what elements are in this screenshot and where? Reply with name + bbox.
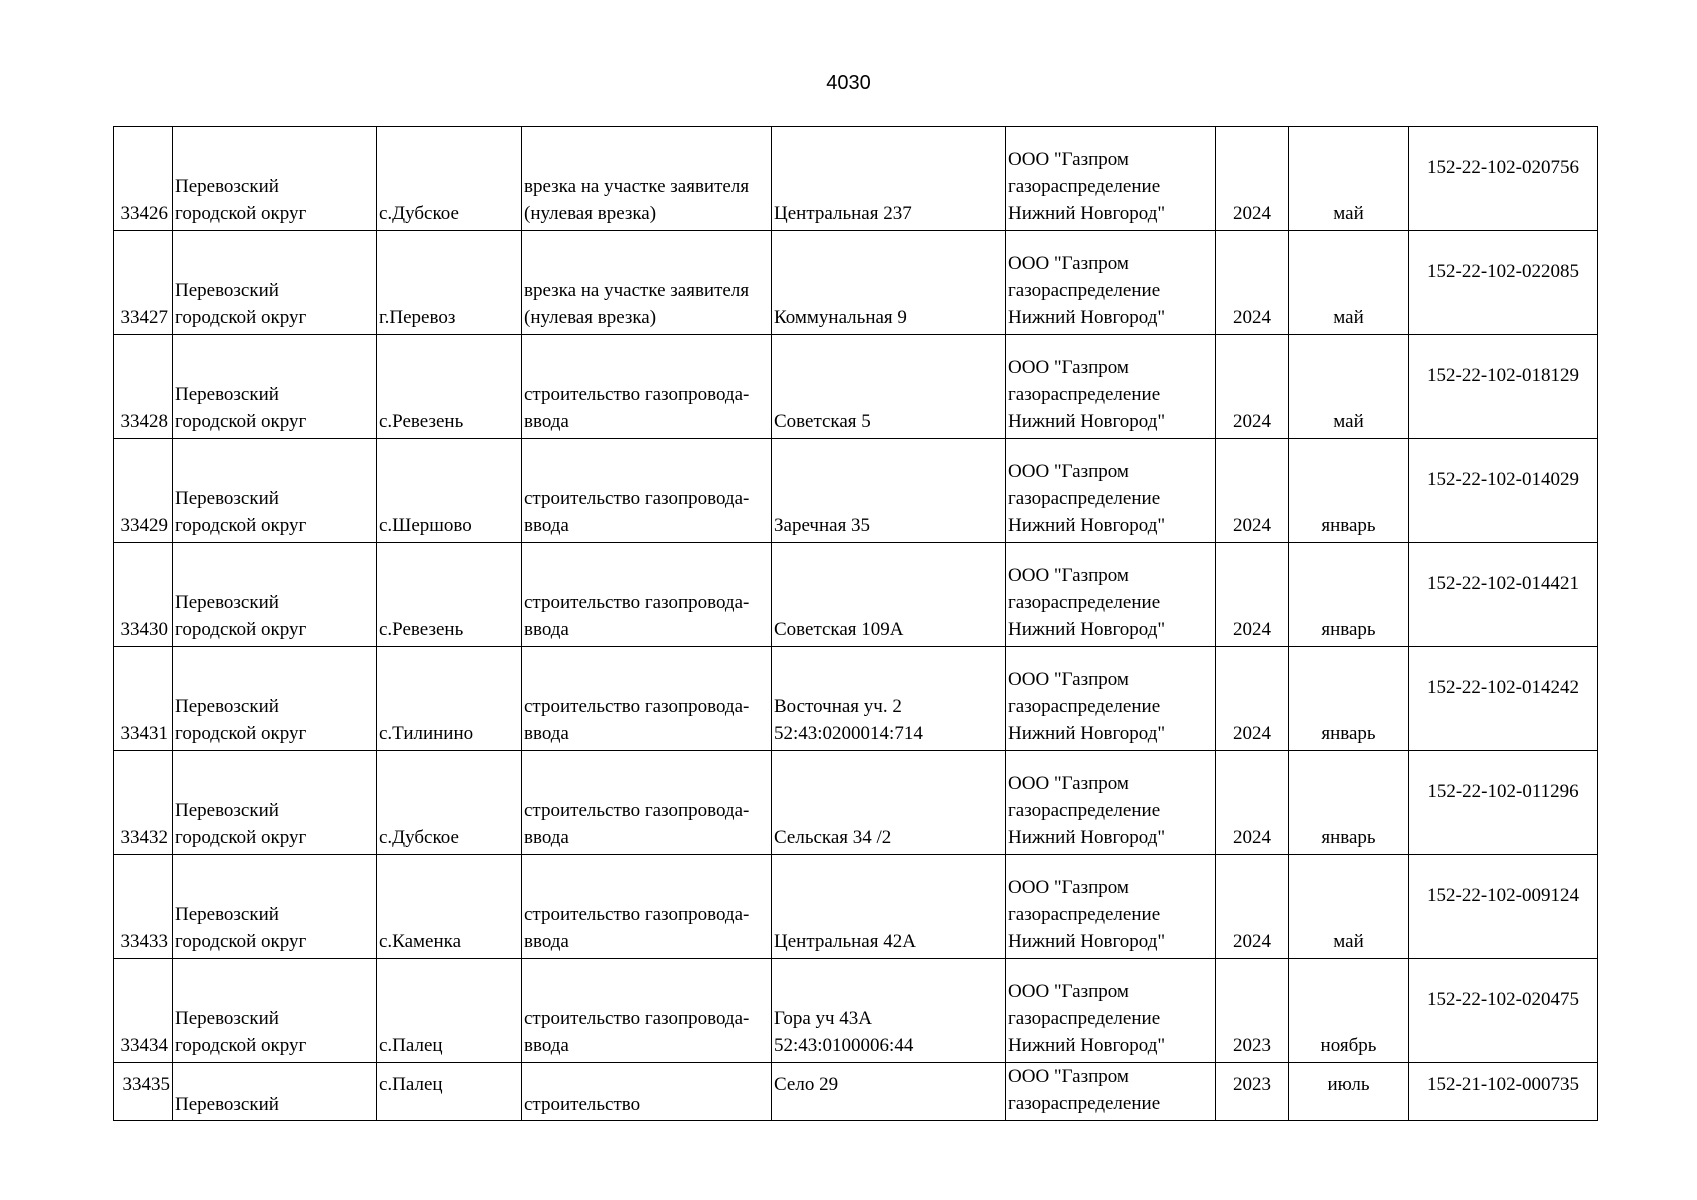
org-line: газораспределение [1008,176,1161,197]
row-number: 33429 [120,515,168,536]
cell-district [173,751,377,855]
org-line: ООО "Газпром [1008,773,1129,794]
table-row [114,855,1598,959]
cell-code: 152-22-102-022085 [1409,231,1598,335]
cell-org [1006,751,1216,855]
year: 2023 [1233,1035,1271,1056]
district-line: городской округ [175,411,307,432]
district-line: городской округ [175,203,307,224]
month: ноябрь [1320,1035,1377,1056]
org-line: газораспределение [1008,1093,1161,1114]
cell-code: 152-22-102-009124 [1409,855,1598,959]
org-line: Нижний Новгород" [1008,723,1166,744]
cell-district [173,439,377,543]
district-line: Перевозский [175,696,279,717]
work-line: ввода [524,411,569,432]
district-line: Перевозский [175,488,279,509]
work-line: строительство газопровода- [524,592,750,613]
cell-district [173,959,377,1063]
district-line: городской округ [175,931,307,952]
settlement: с.Палец [379,1035,443,1056]
cell-settlement [377,127,522,231]
org-line: газораспределение [1008,904,1161,925]
org-line: ООО "Газпром [1008,357,1129,378]
district-line: Перевозский [175,384,279,405]
work-line: (нулевая врезка) [524,307,657,328]
year: 2024 [1233,411,1271,432]
address-line: Центральная 237 [774,203,912,224]
table-row [114,647,1598,751]
cell-month [1289,855,1409,959]
row-number: 33430 [120,619,168,640]
cell-num [114,335,173,439]
cell-org [1006,1063,1216,1121]
cell-work [522,335,772,439]
settlement: с.Шершово [379,515,472,536]
org-line: ООО "Газпром [1008,877,1129,898]
work-line: строительство газопровода- [524,904,750,925]
work-line: строительство газопровода- [524,800,750,821]
settlement: с.Дубское [379,203,459,224]
cell-year [1216,335,1289,439]
district-line: городской округ [175,619,307,640]
cell-work [522,959,772,1063]
work-line: ввода [524,1035,569,1056]
work-line: ввода [524,827,569,848]
cell-org [1006,127,1216,231]
cell-month [1289,751,1409,855]
address-line: Заречная 35 [774,515,871,536]
cell-district [173,855,377,959]
org-line: Нижний Новгород" [1008,619,1166,640]
year: 2024 [1233,827,1271,848]
data-table [113,126,1598,1121]
cell-address: Село 29 [772,1063,1006,1121]
year: 2024 [1233,307,1271,328]
cell-settlement: с.Палец [377,1063,522,1121]
org-line: Нижний Новгород" [1008,307,1166,328]
org-line: газораспределение [1008,696,1161,717]
cell-org [1006,439,1216,543]
district-line: городской округ [175,723,307,744]
cell-address [772,855,1006,959]
cell-work [522,127,772,231]
work-line: ввода [524,619,569,640]
address-line: Гора уч 43А [774,1008,873,1029]
cell-work [522,647,772,751]
month: май [1333,307,1364,328]
cell-district: Перевозский [173,1063,377,1121]
settlement: с.Тилинино [379,723,474,744]
cell-num [114,127,173,231]
address-line: Восточная уч. 2 [774,696,902,717]
district-line: Перевозский [175,800,279,821]
cell-address [772,127,1006,231]
year: 2024 [1233,203,1271,224]
cell-year [1216,855,1289,959]
cell-district [173,543,377,647]
work-line: ввода [524,723,569,744]
org-line: газораспределение [1008,592,1161,613]
table-row-last [114,1063,1598,1121]
row-number: 33433 [120,931,168,952]
org-line: газораспределение [1008,280,1161,301]
year: 2024 [1233,515,1271,536]
cell-org [1006,335,1216,439]
org-line: Нижний Новгород" [1008,411,1166,432]
year: 2024 [1233,723,1271,744]
month: январь [1321,515,1376,536]
work-line: строительство газопровода- [524,1008,750,1029]
month: май [1333,931,1364,952]
settlement: г.Перевоз [379,307,456,328]
cell-org [1006,855,1216,959]
cell-org [1006,647,1216,751]
district-line: Перевозский [175,176,279,197]
cell-code: 152-22-102-014242 [1409,647,1598,751]
org-line: ООО "Газпром [1008,565,1129,586]
month: май [1333,411,1364,432]
cell-year [1216,127,1289,231]
cell-code: 152-22-102-014029 [1409,439,1598,543]
cell-code: 152-22-102-011296 [1409,751,1598,855]
org-line: Нижний Новгород" [1008,827,1166,848]
address-line: Советская 5 [774,411,871,432]
row-number: 33432 [120,827,168,848]
cell-num: 33435 [114,1063,173,1121]
row-number: 33434 [120,1035,168,1056]
cell-org [1006,543,1216,647]
settlement: с.Дубское [379,827,459,848]
table-row [114,335,1598,439]
address-line: Сельская 34 /2 [774,827,892,848]
cell-address [772,751,1006,855]
org-line: газораспределение [1008,488,1161,509]
cell-district [173,127,377,231]
address-line: Советская 109А [774,619,904,640]
settlement: с.Ревезень [379,411,464,432]
cell-settlement [377,959,522,1063]
year: 2024 [1233,619,1271,640]
org-line: газораспределение [1008,800,1161,821]
address-line: 52:43:0100006:44 [774,1035,914,1056]
cell-code: 152-22-102-018129 [1409,335,1598,439]
table-row [114,751,1598,855]
month: май [1333,203,1364,224]
table-row [114,439,1598,543]
cell-num [114,855,173,959]
org-line: ООО "Газпром [1008,669,1129,690]
work-line: врезка на участке заявителя [524,280,750,301]
cell-settlement [377,647,522,751]
district-line: Перевозский [175,280,279,301]
cell-work: строительство [522,1063,772,1121]
work-line: строительство газопровода- [524,696,750,717]
cell-month [1289,231,1409,335]
cell-num [114,751,173,855]
table-row [114,959,1598,1063]
cell-num [114,543,173,647]
org-line: ООО "Газпром [1008,253,1129,274]
month: январь [1321,723,1376,744]
cell-month [1289,959,1409,1063]
district-line: Перевозский [175,592,279,613]
cell-address [772,335,1006,439]
table-row [114,231,1598,335]
cell-num [114,231,173,335]
cell-year [1216,543,1289,647]
cell-address [772,543,1006,647]
cell-year [1216,959,1289,1063]
cell-code: 152-22-102-020475 [1409,959,1598,1063]
district-line: городской округ [175,1035,307,1056]
address-line: 52:43:0200014:714 [774,723,923,744]
district-line: городской округ [175,515,307,536]
cell-org [1006,231,1216,335]
cell-work [522,855,772,959]
cell-month [1289,335,1409,439]
cell-work [522,439,772,543]
org-line: ООО "Газпром [1008,981,1129,1002]
settlement: с.Каменка [379,931,462,952]
cell-year [1216,439,1289,543]
district-line: городской округ [175,827,307,848]
cell-district [173,647,377,751]
cell-year [1216,231,1289,335]
row-number: 33428 [120,411,168,432]
cell-settlement [377,751,522,855]
cell-num [114,439,173,543]
cell-year [1216,647,1289,751]
table-row [114,127,1598,231]
work-line: (нулевая врезка) [524,203,657,224]
cell-code: 152-22-102-020756 [1409,127,1598,231]
page-number: 4030 [826,72,871,94]
cell-org [1006,959,1216,1063]
cell-year: 2023 [1216,1063,1289,1121]
cell-district [173,231,377,335]
row-number: 33431 [120,723,168,744]
cell-settlement [377,543,522,647]
address-line: Центральная 42А [774,931,916,952]
org-line: Нижний Новгород" [1008,931,1166,952]
org-line: ООО "Газпром [1008,149,1129,170]
cell-settlement [377,231,522,335]
row-number: 33426 [120,203,168,224]
cell-settlement [377,335,522,439]
work-line: ввода [524,931,569,952]
cell-num [114,959,173,1063]
month: январь [1321,827,1376,848]
org-line: ООО "Газпром [1008,461,1129,482]
month: январь [1321,619,1376,640]
org-line: Нижний Новгород" [1008,203,1166,224]
cell-code: 152-21-102-000735 [1409,1063,1598,1121]
row-number: 33427 [120,307,168,328]
work-line: ввода [524,515,569,536]
cell-month [1289,439,1409,543]
org-line: Нижний Новгород" [1008,1035,1166,1056]
cell-work [522,231,772,335]
cell-work [522,543,772,647]
cell-address [772,647,1006,751]
year: 2024 [1233,931,1271,952]
cell-month [1289,127,1409,231]
org-line: газораспределение [1008,384,1161,405]
table-body [114,127,1598,1121]
work-line: строительство газопровода- [524,488,750,509]
district-line: Перевозский [175,1008,279,1029]
settlement: с.Ревезень [379,619,464,640]
cell-settlement [377,439,522,543]
cell-month [1289,543,1409,647]
cell-year [1216,751,1289,855]
work-line: строительство газопровода- [524,384,750,405]
table-row [114,543,1598,647]
cell-settlement [377,855,522,959]
org-line: ООО "Газпром [1008,1066,1129,1087]
work-line: врезка на участке заявителя [524,176,750,197]
cell-month: июль [1289,1063,1409,1121]
cell-code: 152-22-102-014421 [1409,543,1598,647]
org-line: Нижний Новгород" [1008,515,1166,536]
cell-address [772,959,1006,1063]
cell-address [772,231,1006,335]
cell-month [1289,647,1409,751]
district-line: городской округ [175,307,307,328]
cell-address [772,439,1006,543]
cell-work [522,751,772,855]
address-line: Коммунальная 9 [774,307,907,328]
cell-district [173,335,377,439]
district-line: Перевозский [175,904,279,925]
org-line: газораспределение [1008,1008,1161,1029]
cell-num [114,647,173,751]
